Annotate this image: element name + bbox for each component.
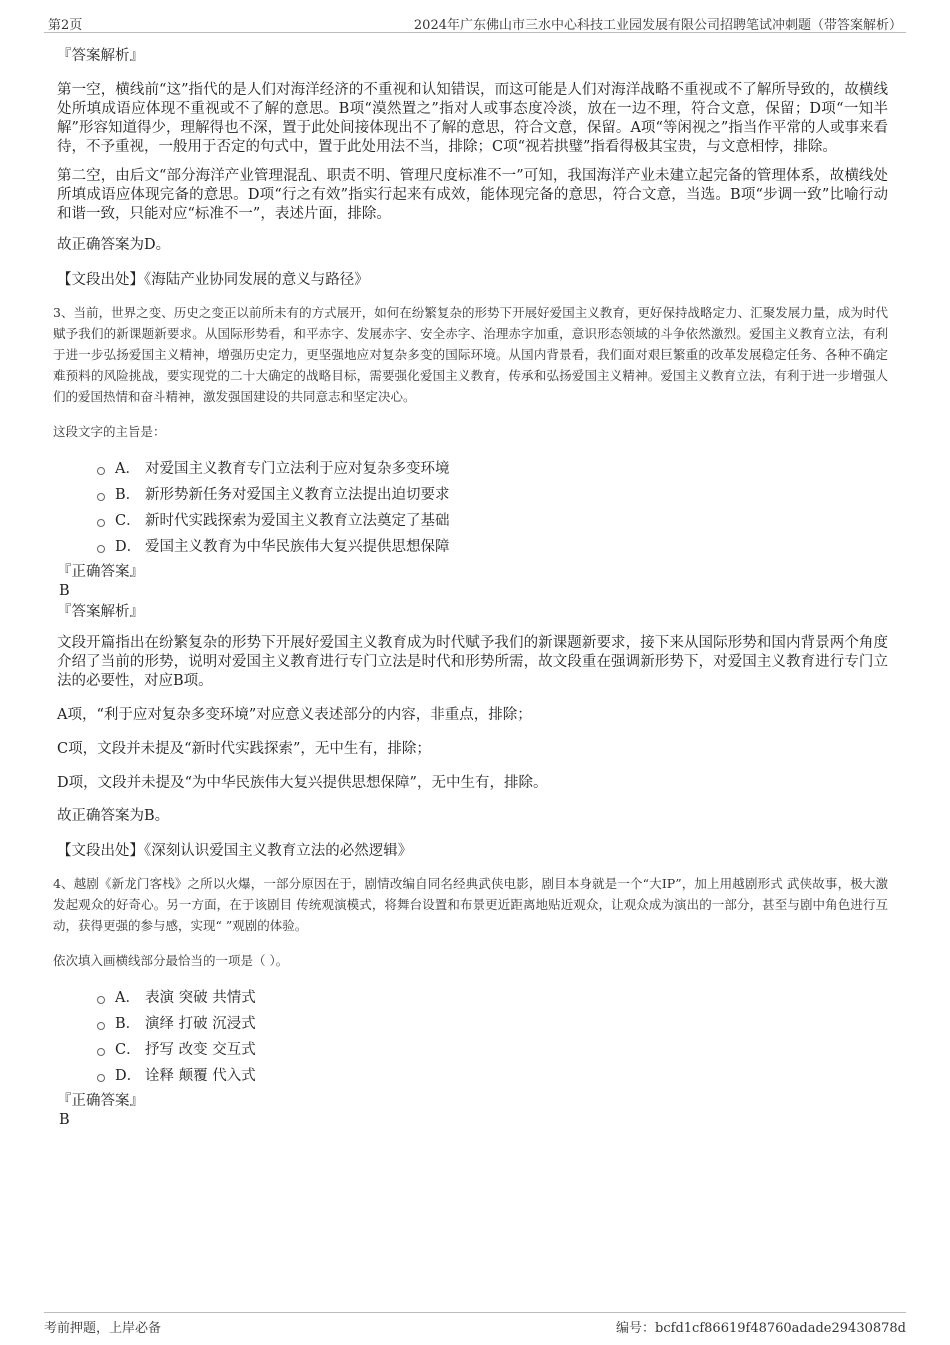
page-number: 第2页 xyxy=(48,18,83,33)
analysis-paragraph: 文段开篇指出在纷繁复杂的形势下开展好爱国主义教育成为时代赋予我们的新课题新要求，接下来从国际形势和国内背景两个角度介绍了当前的形势，说明对爱国主义教育进行专门立法是时代和形势所需，故文段重在强调新形势下，对爱国主义教育进行专门立法的必要性，对应B项。 xyxy=(57,635,888,689)
analysis-paragraph: 第二空，由后文“部分海洋产业管理混乱、职责不明、管理尺度标准不一”可知，我国海洋产业未建立起完备的管理体系，故横线处所填成语应体现完备的意思。D项“行之有效”指实行起来有成效，能体现完备的意思，符合文意，当选。B项“步调一致”比喻行动和谐一致，只能对应“标准不一”，表述片面，排除。 xyxy=(57,168,888,222)
footer-slogan: 考前押题，上岸必备 xyxy=(44,1321,162,1336)
correct-answer-label: 『正确答案』 xyxy=(57,1093,144,1109)
correct-answer: B xyxy=(59,1112,70,1128)
conclusion: 故正确答案为B。 xyxy=(57,808,170,824)
radio-icon[interactable] xyxy=(97,1048,105,1056)
analysis-paragraph: A项，“利于应对复杂多变环境”对应意义表述部分的内容，非重点，排除； xyxy=(57,707,532,723)
radio-icon[interactable] xyxy=(97,519,105,527)
question-prompt: 这段文字的主旨是： xyxy=(53,424,166,439)
correct-answer-label: 『正确答案』 xyxy=(57,564,144,580)
source-citation: 【文段出处】《海陆产业协同发展的意义与路径》 xyxy=(57,272,369,288)
option-c[interactable]: C． 抒写 改变 交互式 xyxy=(97,1037,888,1063)
page-footer xyxy=(44,1312,906,1335)
document-id: 编号：bcfd1cf86619f48760adade29430878d xyxy=(616,1321,906,1336)
option-b[interactable]: B． 演绎 打破 沉浸式 xyxy=(97,1011,888,1037)
option-d[interactable]: D． 爱国主义教育为中华民族伟大复兴提供思想保障 xyxy=(97,534,888,560)
radio-icon[interactable] xyxy=(97,1022,105,1030)
question-prompt: 依次填入画横线部分最恰当的一项是（ ）。 xyxy=(53,953,289,968)
radio-icon[interactable] xyxy=(97,467,105,475)
source-citation: 【文段出处】《深刻认识爱国主义教育立法的必然逻辑》 xyxy=(57,843,413,859)
option-b[interactable]: B． 新形势新任务对爱国主义教育立法提出迫切要求 xyxy=(97,482,888,508)
option-c[interactable]: C． 新时代实践探索为爱国主义教育立法奠定了基础 xyxy=(97,508,888,534)
question-stem: 4、越剧《新龙门客栈》之所以火爆，一部分原因在于，剧情改编自同名经典武侠电影，剧目本身就是一个“大IP”，加上用越剧形式 武侠故事，极大激发起观众的好奇心。另一方面，在于该剧目 传统观演模式，将舞台设置和布景更近距离地贴近观众，让观众成为演出的一部分，甚至与剧中角色进行互动，获得更强的参与感，实现“ ”观剧的体验。 xyxy=(53,876,888,933)
radio-icon[interactable] xyxy=(97,996,105,1004)
analysis-label: 『答案解析』 xyxy=(57,604,144,620)
analysis-paragraph: C项，文段并未提及“新时代实践探索”，无中生有，排除； xyxy=(57,741,431,757)
analysis-paragraph: D项，文段并未提及“为中华民族伟大复兴提供思想保障”，无中生有，排除。 xyxy=(57,775,548,791)
page-content xyxy=(53,46,888,1129)
analysis-paragraph: 第一空，横线前“这”指代的是人们对海洋经济的不重视和认知错误，而这可能是人们对海洋战略不重视或不了解所导致的，故横线处所填成语应体现不重视或不了解的意思。B项“漠然置之”指对人或事态度冷淡，放在一边不理，符合文意，保留；D项“一知半解”形容知道得少，理解得也不深，置于此处间接体现出不了解的意思，符合文意，保留。A项“等闲视之”指当作平常的人或事来看待，不予重视，一般用于否定的句式中，置于此处用法不当，排除；C项“视若拱璧”指看得极其宝贵，与文意相悖，排除。 xyxy=(57,82,888,155)
option-a[interactable]: A． 对爱国主义教育专门立法利于应对复杂多变环境 xyxy=(97,456,888,482)
document-title: 2024年广东佛山市三水中心科技工业园发展有限公司招聘笔试冲刺题（带答案解析） xyxy=(413,18,902,33)
radio-icon[interactable] xyxy=(97,545,105,553)
options-list xyxy=(97,985,888,1089)
correct-answer: B xyxy=(59,583,70,599)
option-a[interactable]: A． 表演 突破 共情式 xyxy=(97,985,888,1011)
radio-icon[interactable] xyxy=(97,1074,105,1082)
radio-icon[interactable] xyxy=(97,493,105,501)
option-d[interactable]: D． 诠释 颠覆 代入式 xyxy=(97,1063,888,1089)
question-stem: 3、当前，世界之变、历史之变正以前所未有的方式展开，如何在纷繁复杂的形势下开展好爱国主义教育，更好保持战略定力、汇聚发展力量，成为时代赋予我们的新课题新要求。从国际形势看，和平赤字、发展赤字、安全赤字、治理赤字加重，意识形态领域的斗争依然激烈。爱国主义教育立法，有利于进一步弘扬爱国主义精神，增强历史定力，更坚强地应对复杂多变的国际环境。从国内背景看，我们面对艰巨繁重的改革发展稳定任务、各种不确定难预料的风险挑战，要实现党的二十大确定的战略目标，需要强化爱国主义教育，传承和弘扬爱国主义精神。爱国主义教育立法，有利于进一步增强人们的爱国热情和奋斗精神，激发强国建设的共同意志和坚定决心。 xyxy=(53,305,888,404)
conclusion: 故正确答案为D。 xyxy=(57,237,171,253)
options-list xyxy=(97,456,888,560)
analysis-label: 『答案解析』 xyxy=(57,48,144,64)
page-header xyxy=(44,12,906,33)
